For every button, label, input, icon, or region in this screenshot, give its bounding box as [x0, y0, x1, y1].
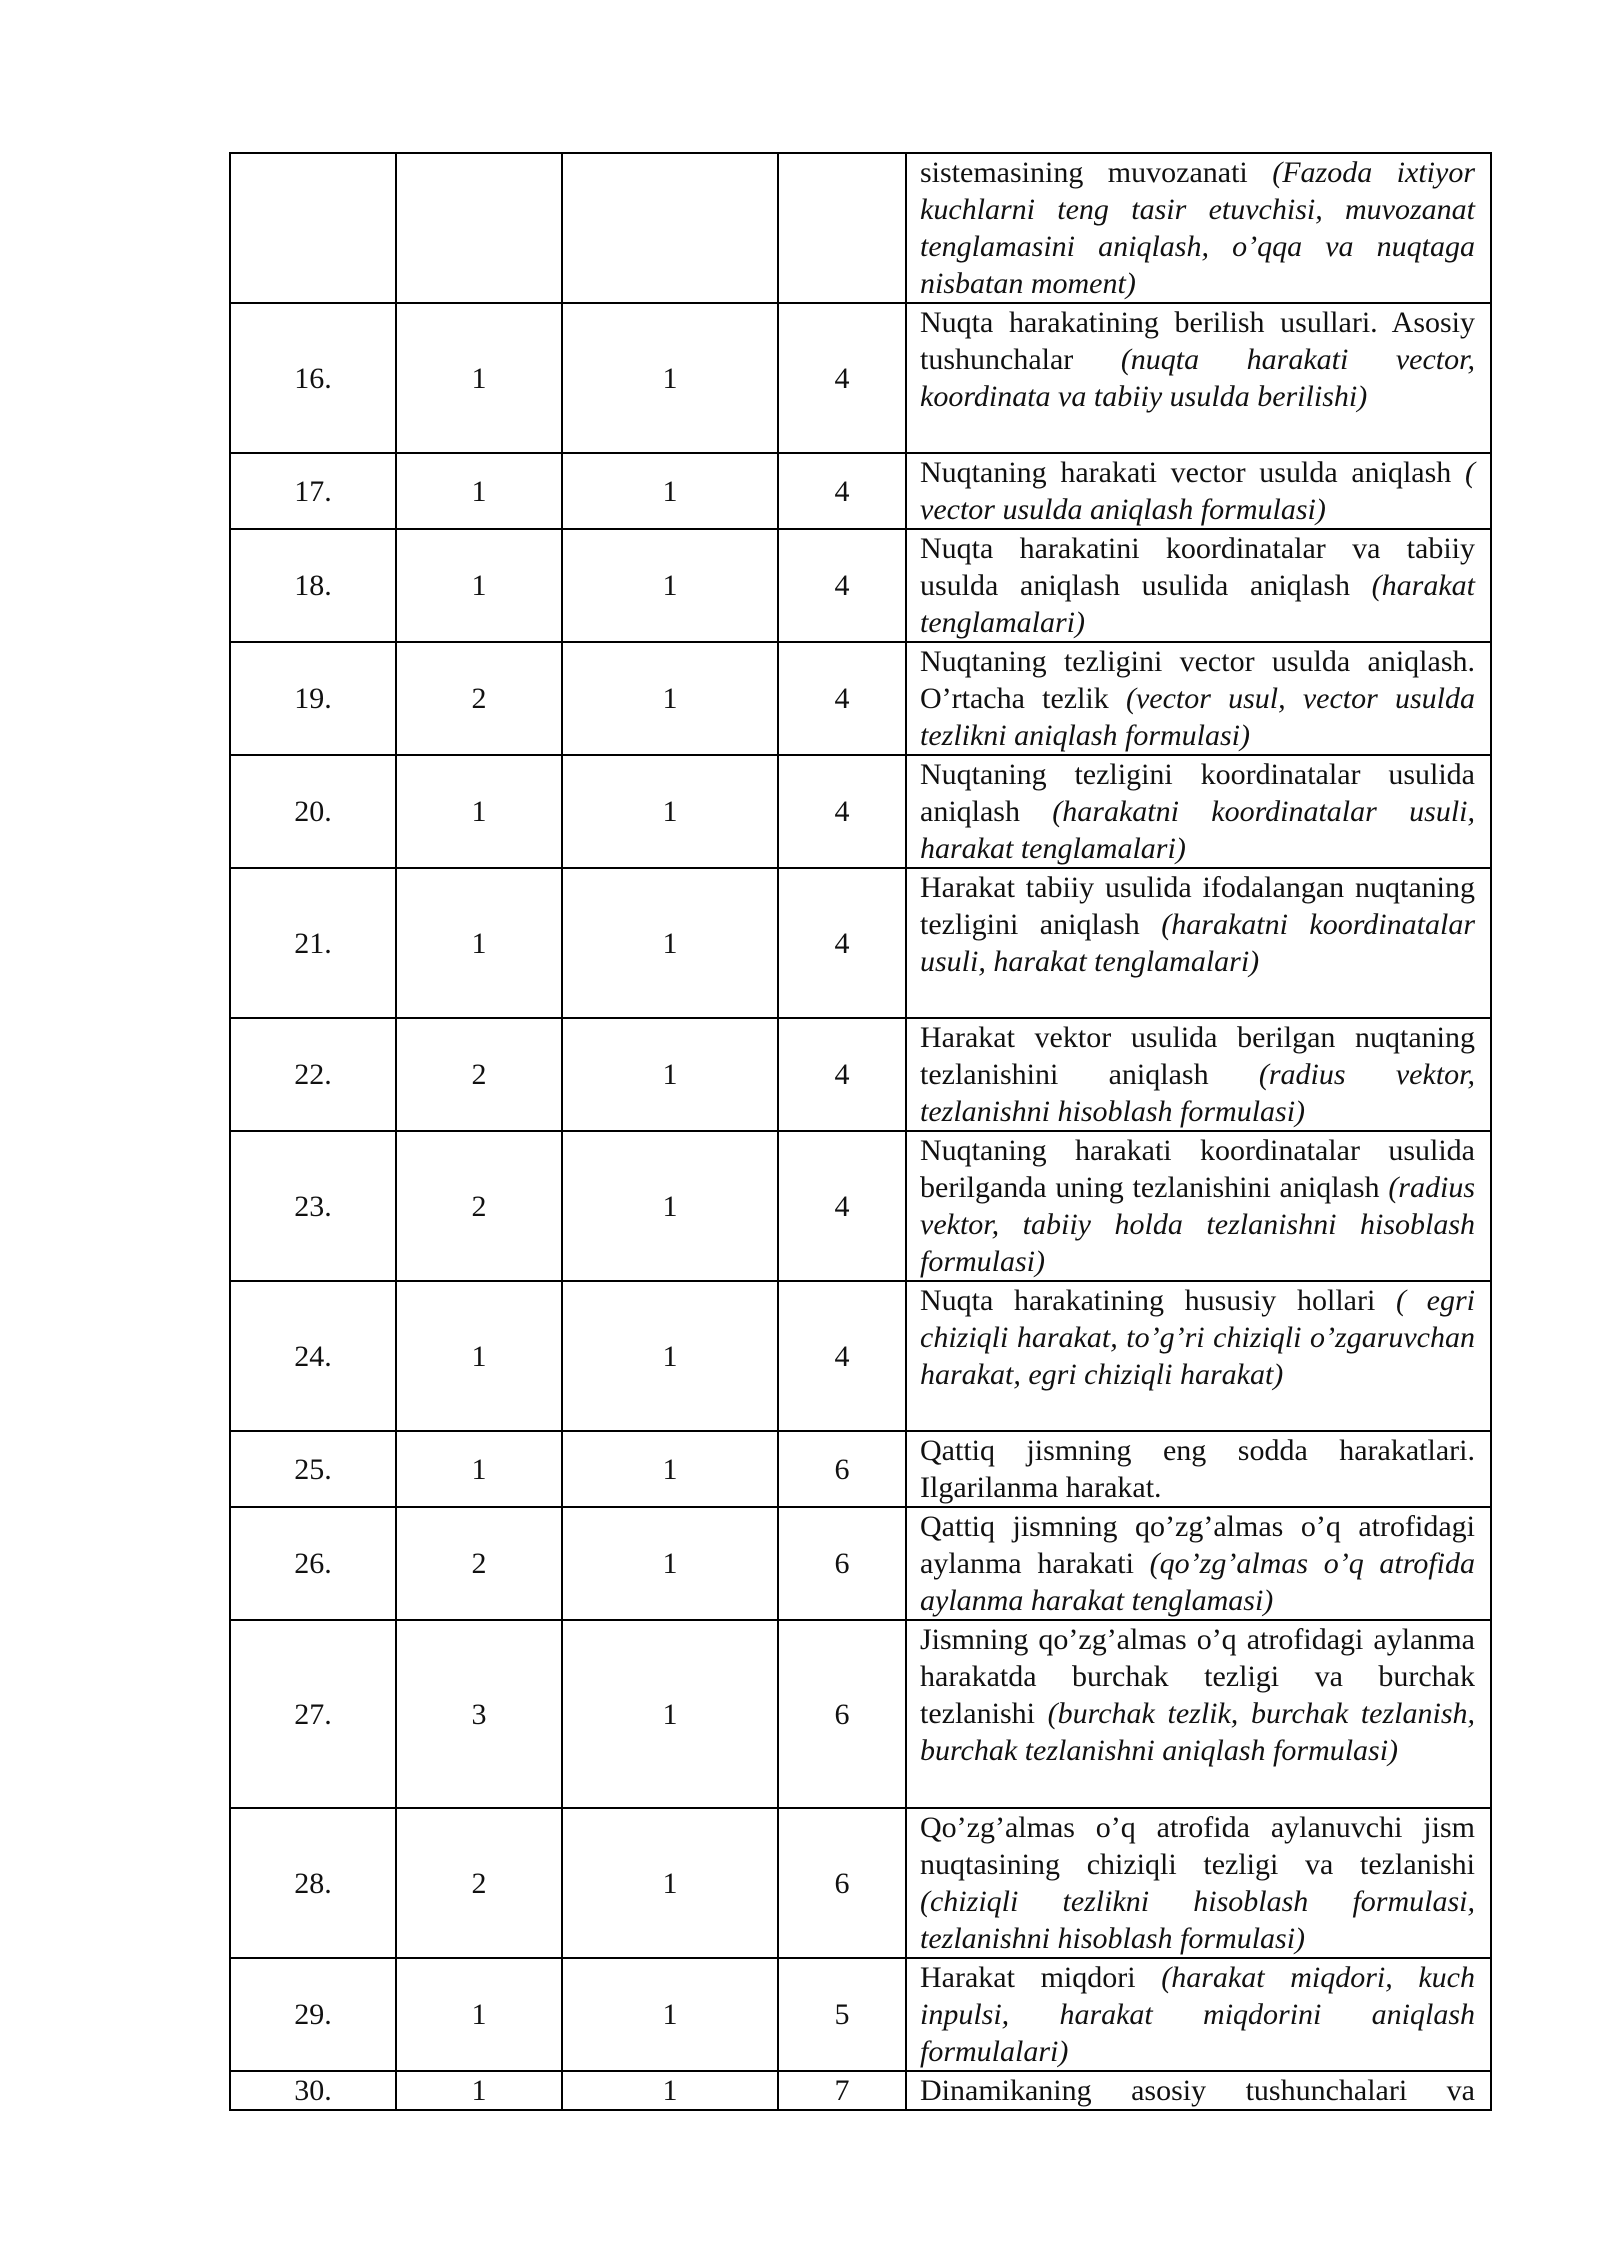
cell-col3: 4 — [778, 529, 906, 642]
topic-description — [906, 642, 1491, 755]
row-number: 30. — [230, 2071, 396, 2110]
cell-col1: 1 — [396, 529, 562, 642]
cell-col2: 1 — [562, 1958, 778, 2071]
row-number: 25. — [230, 1431, 396, 1507]
topic-details: ( egri chiziqli harakat, to’g’ri chiziqli o’zgaruvchan harakat, egri chiziqli harakat) — [920, 1284, 1475, 1391]
cell-col2: 1 — [562, 1018, 778, 1131]
cell-col1: 1 — [396, 1281, 562, 1431]
row-number: 26. — [230, 1507, 396, 1620]
topic-details: (chiziqli tezlikni hisoblash formulasi, tezlanishni hisoblash formulasi) — [920, 1885, 1475, 1955]
topic-text: Nuqtaning harakati vector usulda aniqlash — [920, 456, 1465, 489]
cell-col1: 1 — [396, 1958, 562, 2071]
topic-description — [906, 868, 1491, 1018]
row-number: 18. — [230, 529, 396, 642]
topic-details: (burchak tezlik, burchak tezlanish, burchak tezlanishni aniqlash formulasi) — [920, 1697, 1475, 1767]
cell-col3: 6 — [778, 1620, 906, 1808]
topic-description — [906, 1131, 1491, 1281]
topic-description — [906, 1018, 1491, 1131]
cell-col3: 4 — [778, 755, 906, 868]
topic-description — [906, 1507, 1491, 1620]
topic-description — [906, 303, 1491, 453]
cell-col2: 1 — [562, 303, 778, 453]
cell-col1: 2 — [396, 1131, 562, 1281]
cell-col3: 4 — [778, 453, 906, 529]
topic-details: (harakat tenglamalari) — [920, 569, 1475, 639]
row-number: 17. — [230, 453, 396, 529]
table-row — [230, 1620, 1491, 1808]
topic-details: (radius vektor, tabiiy holda tezlanishni hisoblash formulasi) — [920, 1171, 1475, 1278]
topic-description — [906, 529, 1491, 642]
cell-col2: 1 — [562, 1620, 778, 1808]
topic-details: (qo’zg’almas o’q atrofida aylanma harakat tenglamasi) — [920, 1547, 1475, 1617]
topic-text: Nuqtaning harakati koordinatalar usulida berilganda uning tezlanishini aniqlash — [920, 1134, 1475, 1204]
topic-text: Nuqtaning tezligini koordinatalar usulida aniqlash — [920, 758, 1475, 828]
table-row — [230, 2071, 1491, 2110]
topic-description — [906, 1431, 1491, 1507]
table-row — [230, 642, 1491, 755]
curriculum-table — [229, 152, 1492, 2111]
cell-col1: 2 — [396, 1808, 562, 1958]
topic-description — [906, 153, 1491, 303]
cell-col1: 3 — [396, 1620, 562, 1808]
table-row — [230, 303, 1491, 453]
cell-col3: 4 — [778, 1018, 906, 1131]
row-number: 20. — [230, 755, 396, 868]
cell-col1: 1 — [396, 303, 562, 453]
topic-text: sistemasining muvozanati — [920, 156, 1273, 189]
row-number: 28. — [230, 1808, 396, 1958]
row-number: 21. — [230, 868, 396, 1018]
table-row — [230, 1808, 1491, 1958]
topic-text: Qattiq jismning eng sodda harakatlari. Ilgarilanma harakat. — [920, 1434, 1475, 1504]
topic-details: (Fazoda ixtiyor kuchlarni teng tasir etuvchisi, muvozanat tenglamasini aniqlash, o’qqa va nuqtaga nisbatan moment) — [920, 156, 1475, 300]
topic-text: Qo’zg’almas o’q atrofida aylanuvchi jism nuqtasining chiziqli tezligi va tezlanishi — [920, 1811, 1475, 1881]
topic-text: Harakat tabiiy usulida ifodalangan nuqtaning tezligini aniqlash — [920, 871, 1475, 941]
topic-details: (harakatni koordinatalar usuli, harakat tenglamalari) — [920, 795, 1475, 865]
topic-details: (harakatni koordinatalar usuli, harakat tenglamalari) — [920, 908, 1475, 978]
cell-col1: 2 — [396, 1507, 562, 1620]
table-row — [230, 1018, 1491, 1131]
table-row — [230, 1131, 1491, 1281]
cell-col3: 4 — [778, 868, 906, 1018]
topic-description — [906, 1958, 1491, 2071]
cell-col3: 5 — [778, 1958, 906, 2071]
topic-text: Nuqta harakatining berilish usullari. Asosiy tushunchalar — [920, 306, 1475, 376]
table-row — [230, 1507, 1491, 1620]
cell-col1: 1 — [396, 2071, 562, 2110]
row-number: 24. — [230, 1281, 396, 1431]
row-number: 19. — [230, 642, 396, 755]
row-number: 16. — [230, 303, 396, 453]
cell-col2: 1 — [562, 453, 778, 529]
topic-text: Qattiq jismning qo’zg’almas o’q atrofidagi aylanma harakati — [920, 1510, 1475, 1580]
table-row — [230, 1281, 1491, 1431]
cell-col1 — [396, 153, 562, 303]
cell-col3: 6 — [778, 1431, 906, 1507]
table-row — [230, 755, 1491, 868]
topic-description — [906, 1808, 1491, 1958]
cell-col2: 1 — [562, 529, 778, 642]
cell-col1: 2 — [396, 1018, 562, 1131]
cell-col3: 4 — [778, 303, 906, 453]
topic-text: Nuqtaning tezligini vector usulda aniqlash. O’rtacha tezlik — [920, 645, 1475, 715]
cell-col2: 1 — [562, 1131, 778, 1281]
table-row — [230, 1958, 1491, 2071]
topic-description — [906, 453, 1491, 529]
table-row — [230, 153, 1491, 303]
cell-col2 — [562, 153, 778, 303]
topic-text: Dinamikaning asosiy tushunchalari va — [920, 2074, 1475, 2107]
topic-description — [906, 755, 1491, 868]
topic-description — [906, 1620, 1491, 1808]
cell-col3: 7 — [778, 2071, 906, 2110]
topic-details: (radius vektor, tezlanishni hisoblash formulasi) — [920, 1058, 1475, 1128]
row-number: 23. — [230, 1131, 396, 1281]
topic-text: Jismning qo’zg’almas o’q atrofidagi aylanma harakatda burchak tezligi va burchak tezlanishi — [920, 1623, 1475, 1730]
topic-text: Harakat miqdori — [920, 1961, 1162, 1994]
row-number — [230, 153, 396, 303]
cell-col3: 4 — [778, 1281, 906, 1431]
cell-col2: 1 — [562, 2071, 778, 2110]
row-number: 22. — [230, 1018, 396, 1131]
cell-col2: 1 — [562, 1507, 778, 1620]
cell-col3: 6 — [778, 1507, 906, 1620]
table-row — [230, 529, 1491, 642]
cell-col1: 1 — [396, 1431, 562, 1507]
cell-col2: 1 — [562, 1808, 778, 1958]
cell-col2: 1 — [562, 1281, 778, 1431]
topic-text: Nuqta harakatining hususiy hollari — [920, 1284, 1396, 1317]
cell-col2: 1 — [562, 755, 778, 868]
row-number: 29. — [230, 1958, 396, 2071]
cell-col1: 2 — [396, 642, 562, 755]
topic-description — [906, 1281, 1491, 1431]
topic-details: (nuqta harakati vector, koordinata va tabiiy usulda berilishi) — [920, 343, 1475, 413]
cell-col2: 1 — [562, 1431, 778, 1507]
table-row — [230, 453, 1491, 529]
cell-col3 — [778, 153, 906, 303]
topic-details: ( vector usulda aniqlash formulasi) — [920, 456, 1475, 526]
table-row — [230, 868, 1491, 1018]
row-number: 27. — [230, 1620, 396, 1808]
cell-col3: 6 — [778, 1808, 906, 1958]
cell-col2: 1 — [562, 868, 778, 1018]
topic-text: Nuqta harakatini koordinatalar va tabiiy usulda aniqlash usulida aniqlash — [920, 532, 1475, 602]
topic-details: (vector usul, vector usulda tezlikni aniqlash formulasi) — [920, 682, 1475, 752]
cell-col2: 1 — [562, 642, 778, 755]
topic-description — [906, 2071, 1491, 2110]
cell-col1: 1 — [396, 868, 562, 1018]
cell-col3: 4 — [778, 1131, 906, 1281]
table-row — [230, 1431, 1491, 1507]
cell-col3: 4 — [778, 642, 906, 755]
cell-col1: 1 — [396, 755, 562, 868]
topic-text: Harakat vektor usulida berilgan nuqtaning tezlanishini aniqlash — [920, 1021, 1475, 1091]
topic-details: (harakat miqdori, kuch inpulsi, harakat miqdorini aniqlash formulalari) — [920, 1961, 1475, 2068]
cell-col1: 1 — [396, 453, 562, 529]
